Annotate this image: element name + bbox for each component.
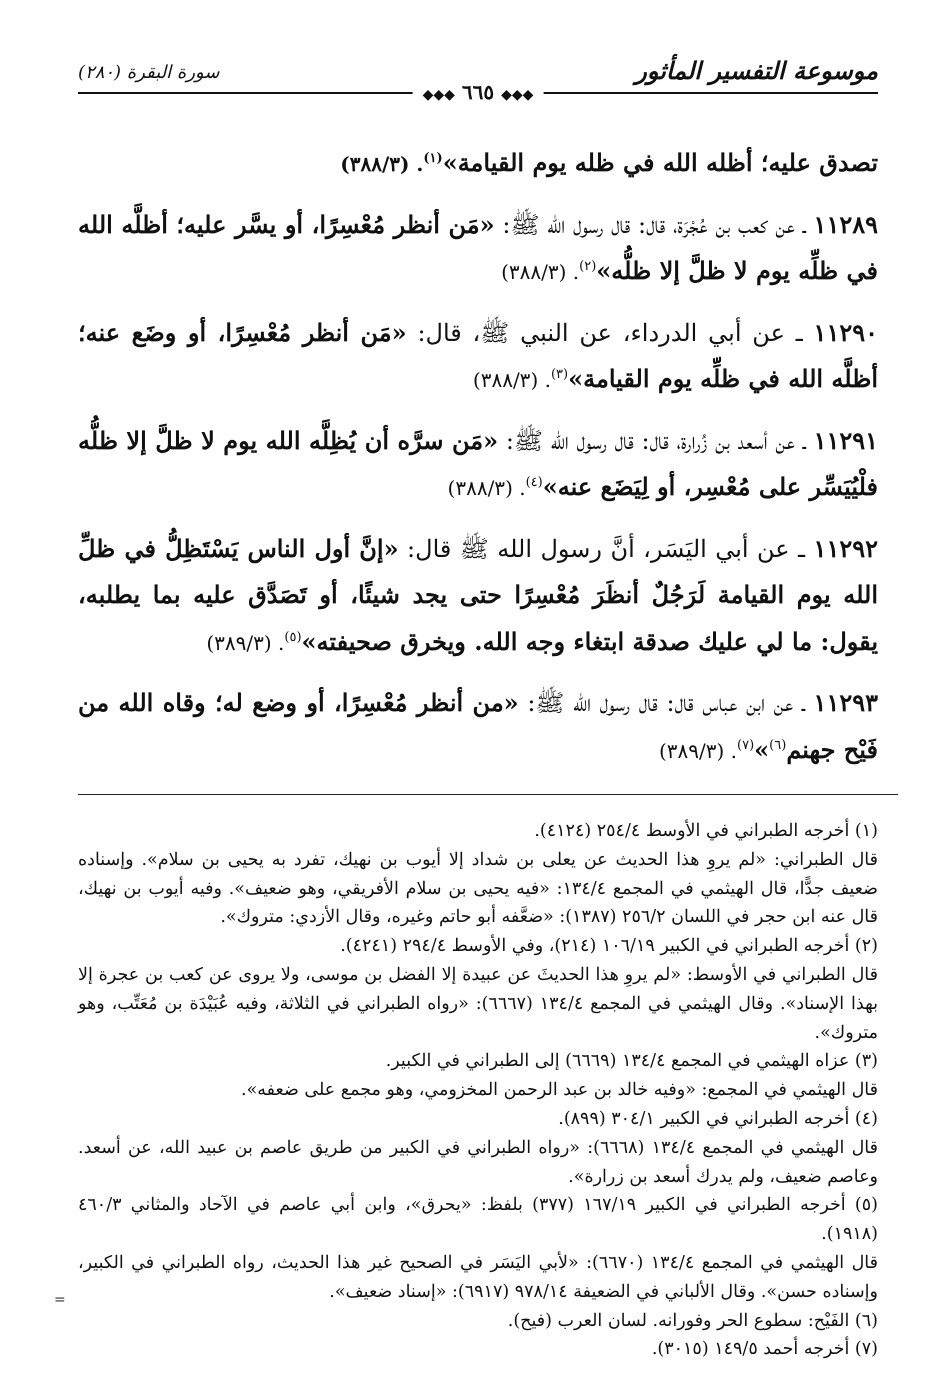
quote-text: «مَن أنظر مُعْسِرًا، أو وضَع عنه؛ أظلَّه الله في ظلِّه يوم القيامة» (78, 317, 878, 393)
footnote-marker: (١) (423, 151, 443, 166)
hadith-number: ١١٢٨٩ (813, 209, 878, 239)
quote-text: «مَن سرَّه أن يُظِلَّه الله يوم لا ظلَّ إلا ظلُّه فلْيُيَسِّر على مُعْسِر، أو لِيَضَع عنه» (78, 425, 878, 501)
footnote-marker: (٤) (525, 475, 543, 490)
footnote: (٥) أخرجه الطبراني في الكبير ١٦٧/١٩ (٣٧٧) بلفظ: «يحرق»، وابن أبي عاصم في الآحاد والمثاني ٤٦٠/٣ (١٩١٨). (78, 1195, 878, 1245)
footnote-marker: (٧) (737, 737, 755, 753)
page-header (78, 52, 878, 104)
footnote-marker: (٣) (550, 367, 569, 382)
footnote: (١) أخرجه الطبراني في الأوسط ٢٥٤/٤ (٤١٢٤). (534, 821, 878, 841)
hadith-entry (78, 418, 878, 512)
footnote: (٢) أخرجه الطبراني في الكبير ١٠٦/١٩ (٢١٤)، وفي الأوسط ٢٩٤/٤ (٤٢٤١). (340, 936, 878, 957)
footnote: (٦) الفَيْح: سطوع الحر وفورانه. لسان العرب (فيح). (507, 1310, 878, 1331)
isnad-text: ـ عن أبي اليَسَر، أنَّ رسول الله ﷺ قال: (398, 534, 806, 563)
ornament-icon: ◆◆◆ (422, 87, 455, 103)
margin-mark: = (54, 1292, 66, 1308)
footnote: (٤) أخرجه الطبراني في الكبير ٣٠٤/١ (٨٩٩). (558, 1108, 878, 1129)
hadith-entry (78, 680, 878, 774)
surah-label: سورة البقرة (٢٨٠) (78, 62, 220, 83)
quote-text: تصدق عليه؛ أظله الله في ظله يوم القيامة» (442, 148, 878, 177)
isnad-text: ـ عن أبي الدرداء، عن النبي ﷺ، قال: (406, 318, 803, 347)
volume-reference: . (٣٨٨/٣) (340, 152, 424, 176)
ornament-icon: ◆◆◆ (501, 87, 534, 103)
continuation-line (78, 140, 878, 188)
footnote: (٣) عزاه الهيثمي في المجمع ١٣٤/٤ (٦٦٦٩) إلى الطبراني في الكبير. (385, 1051, 878, 1072)
volume-reference: . (٣٨٨/٣) (501, 260, 580, 284)
footnote-marker: (٢) (579, 259, 597, 274)
quote-close: » (754, 734, 770, 764)
volume-reference: . (٣٨٨/٣) (472, 368, 551, 392)
footnote-marker: (٥) (284, 629, 302, 645)
footnote-marker: (٦) (769, 737, 787, 753)
footnote-comment: قال الطبراني: «لم يروِ هذا الحديث عن يعلى بن شداد إلا أيوب بن نهيك، تفرد به يحيى بن سلام». وإسناده ضعيف جدًّا، قال الهيثمي في المجمع ١٣٤/٤: «فيه يحيى بن سلام الأفريقي، وهو ضعيف». وفيه أيوب بن نهيك، قال عنه ابن حجر في اللسان ٢٥٦/٢ (١٣٨٧): «ضعَّفه أبو حاتم وغيره، وقال الأزدي: متروك». (78, 849, 878, 928)
footnote-comment: قال الهيثمي في المجمع ١٣٤/٤ (٦٦٧٠): «لأبي اليَسَر في الصحيح غير هذا الحديث، رواه الطبراني في الكبير، وإسناده حسن». وقال الألباني في الضعيفة ٩٧٨/١٤ (٦٩١٧): «إسناد ضعيف». (78, 1252, 878, 1302)
footnote-comment: قال الطبراني في الأوسط: «لم يروِ هذا الحديثَ عن عبيدة إلا الفضل بن موسى، ولا يروى عن كعب بن عجرة إلا بهذا الإسناد». وقال الهيثمي في المجمع ١٣٤/٤ (٦٦٦٧): «رواه الطبراني في الثلاثة، وفيه عُبَيْدَة بن مُعَتِّب، وهو متروك». (78, 964, 879, 1043)
page-number: ٦٦٥ (461, 80, 495, 104)
hadith-number: ١١٢٩٠ (813, 317, 878, 347)
footnote-comment: قال الهيثمي في المجمع: «وفيه خالد بن عبد الرحمن المخزومي، وهو مجمع على ضعفه». (241, 1080, 878, 1101)
hadith-number: ١١٢٩٢ (813, 533, 878, 563)
book-page (78, 52, 879, 1360)
hadith-entry (78, 310, 878, 404)
hadith-entry (78, 202, 878, 296)
book-title: موسوعة التفسير المأثور (635, 56, 878, 85)
quote-text: «إنَّ أول الناس يَسْتَظِلُّ في ظلِّ الله يوم القيامة لَرَجُلٌ أنظَرَ مُعْسِرًا حتى يجد شيئًا، أو تَصَدَّق عليه بما يطلبه، يقول: ما لي عليك صدقة ابتغاء وجه الله. ويخرق صحيفته» (78, 533, 878, 656)
isnad-text: ـ عن أسعد بن زُرارة، قال: قال رسول الله ﷺ: (498, 426, 806, 455)
isnad-text: ـ عن ابن عباس قال: قال رسول الله ﷺ: (518, 689, 805, 717)
quote-text: «من أنظر مُعْسِرًا، أو وضع له؛ وقاه الله من فَيْح جهنم (78, 688, 878, 764)
volume-reference: . (٣٨٩/٣) (658, 738, 738, 763)
quote-text: «مَن أنظر مُعْسِرًا، أو يسَّر عليه؛ أظلَّه الله في ظلِّه يوم لا ظلَّ إلا ظلُّه» (78, 209, 878, 285)
footnote-separator (78, 794, 898, 795)
hadith-number: ١١٢٩٣ (813, 688, 878, 717)
volume-reference: . (٣٨٩/٣) (206, 630, 285, 655)
isnad-text: ـ عن كعب بن عُجْرَة، قال: قال رسول الله ﷺ: (494, 210, 806, 239)
footnote-comment: قال الهيثمي في المجمع ١٣٤/٤ (٦٦٦٨): «رواه الطبراني في الكبير من طريق عاصم بن عبيد الله، عن أسعد. وعاصم ضعيف، ولم يدرك أسعد بن زرارة». (78, 1137, 878, 1187)
hadith-entry (78, 526, 878, 667)
page-number-box (413, 80, 544, 104)
hadith-number: ١١٢٩١ (813, 425, 879, 455)
main-text (78, 140, 878, 774)
volume-reference: . (٣٨٨/٣) (447, 476, 526, 500)
footnotes (78, 817, 878, 1364)
footnote: (٧) أخرجه أحمد ١٤٩/٥ (٣٠١٥). (651, 1339, 878, 1360)
